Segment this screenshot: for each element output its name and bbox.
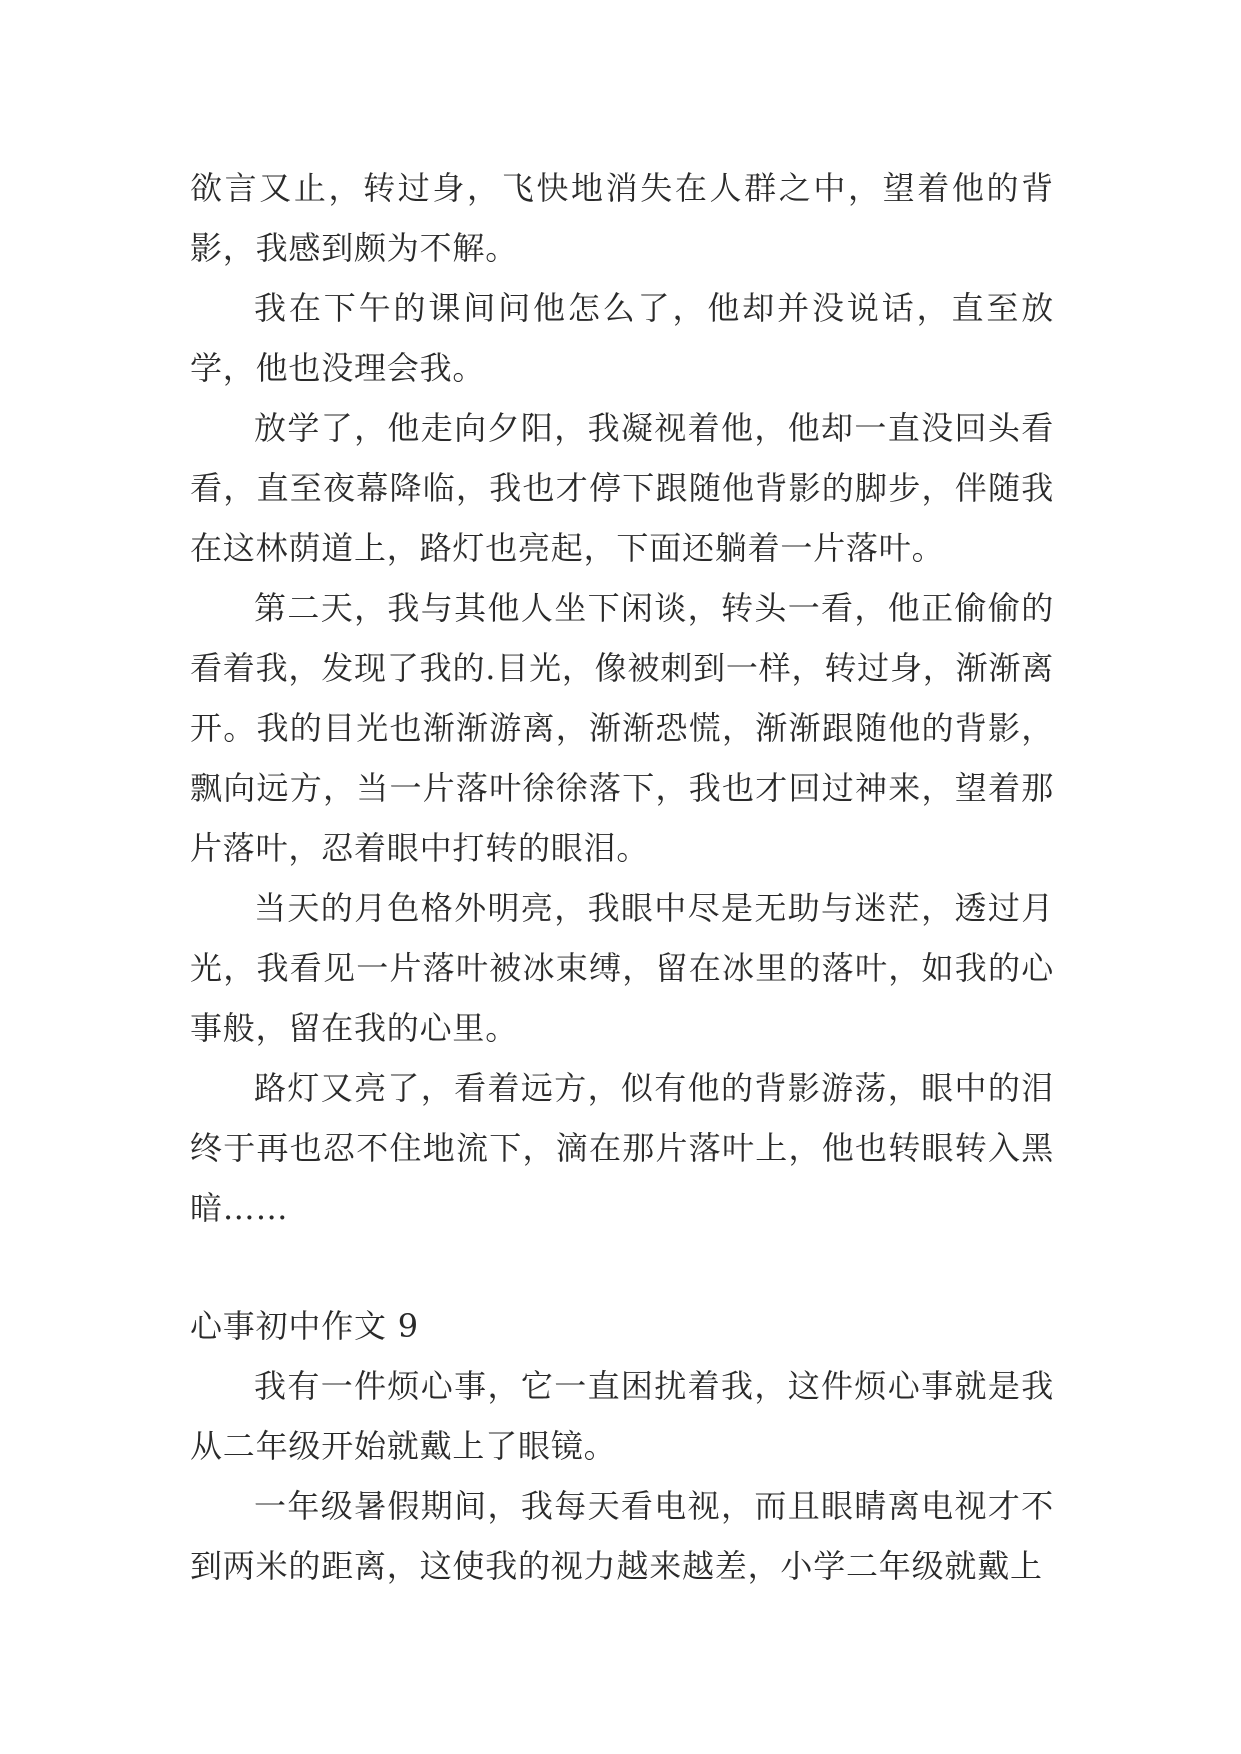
paragraph-7: 我有一件烦心事，它一直困扰着我，这件烦心事就是我从二年级开始就戴上了眼镜。 xyxy=(190,1367,1054,1465)
paragraph-4: 第二天，我与其他人坐下闲谈，转头一看，他正偷偷的看着我，发现了我的.目光，像被刺到一样，转过身，渐渐离开。我的目光也渐渐游离，渐渐恐慌，渐渐跟随他的背影，飘向远方，当一片落叶徐徐落下，我也才回过神来，望着那片落叶，忍着眼中打转的眼泪。 xyxy=(190,589,1054,867)
paragraph-3: 放学了，他走向夕阳，我凝视着他，他却一直没回头看看，直至夜幕降临，我也才停下跟随他背影的脚步，伴随我在这林荫道上，路灯也亮起，下面还躺着一片落叶。 xyxy=(190,409,1054,567)
essay-body xyxy=(190,158,1054,1596)
paragraph-6: 路灯又亮了，看着远方，似有他的背影游荡，眼中的泪终于再也忍不住地流下，滴在那片落叶上，他也转眼转入黑暗…… xyxy=(190,1069,1054,1227)
section-heading: 心事初中作文 9 xyxy=(190,1307,419,1345)
paragraph-2: 我在下午的课间问他怎么了，他却并没说话，直至放学，他也没理会我。 xyxy=(190,289,1054,387)
paragraph-5: 当天的月色格外明亮，我眼中尽是无助与迷茫，透过月光，我看见一片落叶被冰束缚，留在冰里的落叶，如我的心事般，留在我的心里。 xyxy=(190,889,1054,1047)
paragraph-1: 欲言又止，转过身，飞快地消失在人群之中，望着他的背影，我感到颇为不解。 xyxy=(190,169,1054,267)
paragraph-8: 一年级暑假期间，我每天看电视，而且眼睛离电视才不到两米的距离，这使我的视力越来越差，小学二年级就戴上 xyxy=(190,1487,1054,1585)
